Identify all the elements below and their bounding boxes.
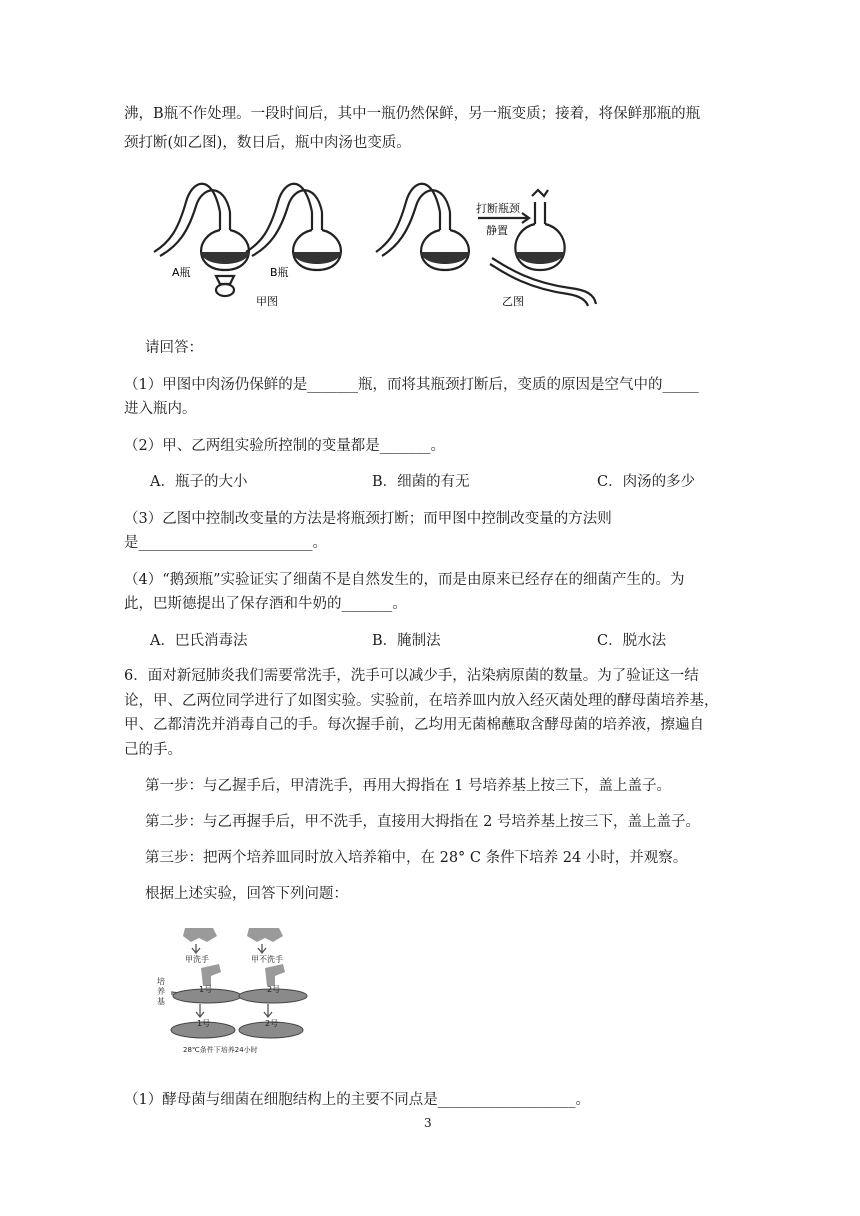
q5-sub2-option-b: B．细菌的有无 — [372, 474, 470, 490]
label-flask-b: B瓶 — [270, 266, 289, 279]
arrow-label-top: 打断瓶颈 — [476, 202, 520, 215]
q6-step-1: 第一步：与乙握手后，甲清洗手，再用大拇指在 1 号培养基上按三下，盖上盖子。 — [145, 778, 671, 794]
label-flask-a: A瓶 — [172, 266, 191, 279]
handwash-experiment-drawing — [155, 920, 315, 1070]
q6-step-3: 第三步：把两个培养皿同时放入培养箱中，在 28° C 条件下培养 24 小时，并观察。 — [145, 850, 688, 866]
q5-sub1-line1: （1）甲图中肉汤仍保鲜的是_______瓶，而将其瓶颈打断后，变质的原因是空气中的_____ — [124, 377, 699, 393]
q6-step-2: 第二步：与乙再握手后，甲不洗手，直接用大拇指在 2 号培养基上按三下，盖上盖子。 — [145, 814, 700, 830]
label-medium-1: 培 — [157, 977, 165, 986]
arrow-label-bottom: 静置 — [486, 224, 508, 237]
q5-sub2-option-a: A．瓶子的大小 — [150, 474, 248, 490]
label-medium-2: 养 — [157, 987, 165, 996]
q5-sub4-option-a: A．巴氏消毒法 — [150, 633, 248, 649]
q5-sub2-option-c: C．肉汤的多少 — [597, 474, 696, 490]
label-no-wash-hands: 甲不洗手 — [251, 955, 283, 964]
q5-sub4-line1: （4）“鹅颈瓶”实验证实了细菌不是自然发生的，而是由原来已经存在的细菌产生的。为 — [124, 572, 685, 588]
q5-sub3-line2: 是________________________。 — [124, 535, 327, 551]
swan-neck-flask-drawing — [150, 172, 620, 312]
q6-line-4: 己的手。 — [124, 742, 182, 758]
q6-sub1: （1）酵母菌与细菌在细胞结构上的主要不同点是___________________。 — [124, 1092, 590, 1108]
q5-sub3-line1: （3）乙图中控制改变量的方法是将瓶颈打断；而甲图中控制改变量的方法则 — [124, 511, 612, 527]
page-number: 3 — [424, 1116, 432, 1130]
label-medium-3: 基 — [157, 997, 165, 1006]
caption-yi: 乙图 — [502, 295, 524, 308]
handwash-experiment-figure — [155, 920, 315, 1070]
q5-prompt: 请回答： — [145, 340, 203, 356]
q5-sub4-option-c: C．脱水法 — [597, 633, 667, 649]
q5-sub1-line2: 进入瓶内。 — [124, 401, 197, 417]
intro-line-2: 颈打断(如乙图)，数日后，瓶中肉汤也变质。 — [124, 135, 411, 151]
q5-sub4-option-b: B．腌制法 — [372, 633, 441, 649]
label-culture-caption: 28℃条件下培养24小时 — [183, 1046, 258, 1054]
label-wash-hands: 甲洗手 — [185, 955, 209, 964]
q6-prompt: 根据上述实验，回答下列问题： — [145, 886, 348, 902]
q6-line-2: 论，甲、乙两位同学进行了如图实验。实验前，在培养皿内放入经灭菌处理的酵母菌培养基， — [124, 693, 719, 709]
caption-jia: 甲图 — [256, 295, 278, 308]
label-dish-2-top: 2号 — [267, 985, 281, 994]
swan-neck-flask-figure — [150, 172, 620, 312]
label-dish-1-bottom: 1号 — [197, 1019, 211, 1028]
q6-line-3: 甲、乙都清洗并消毒自己的手。每次握手前，乙均用无菌棉蘸取含酵母菌的培养液，擦遍自 — [124, 717, 704, 733]
label-dish-2-bottom: 2号 — [265, 1019, 279, 1028]
q5-sub2: （2）甲、乙两组实验所控制的变量都是_______。 — [124, 438, 445, 454]
q6-line-1: 6．面对新冠肺炎我们需要常洗手，洗手可以减少手，沾染病原菌的数量。为了验证这一结 — [124, 668, 699, 684]
label-dish-1-top: 1号 — [199, 985, 213, 994]
q5-sub4-line2: 此，巴斯德提出了保存酒和牛奶的_______。 — [124, 596, 407, 612]
intro-line-1: 沸，B瓶不作处理。一段时间后，其中一瓶仍然保鲜，另一瓶变质；接着，将保鲜那瓶的瓶 — [124, 106, 701, 122]
